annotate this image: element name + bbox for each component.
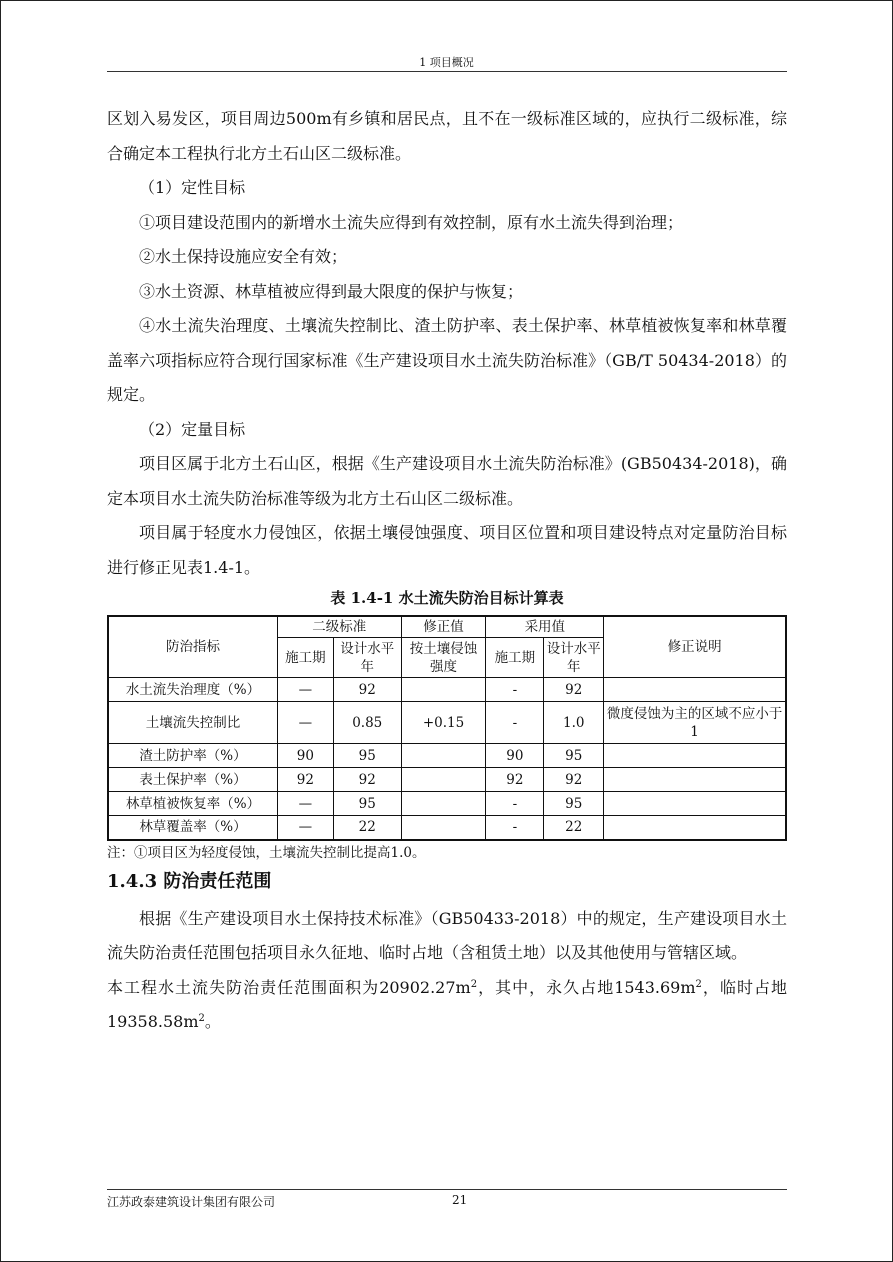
row-indicator: 水土流失治理度（%） xyxy=(108,678,277,702)
header-construction-period: 施工期 xyxy=(277,638,333,678)
qualitative-goal-4: ④水土流失治理度、土壤流失控制比、渣土防护率、表土保护率、林草植被恢复率和林草覆盖率六项指标应符合现行国家标准《生产建设项目水土流失防治标准》（GB/T 50434-2018）的规定。 xyxy=(107,316,787,404)
row-indicator: 林草覆盖率（%） xyxy=(108,816,277,840)
cell-adopted-design: 95 xyxy=(544,744,604,768)
cell-correction xyxy=(401,792,486,816)
cell-note xyxy=(604,768,786,792)
cell-adopted-construction: - xyxy=(486,816,544,840)
paragraph-responsibility-scope: 根据《生产建设项目水土保持技术标准》（GB50433-2018）中的规定，生产建设项目水土流失防治责任范围包括项目永久征地、临时占地（含租赁土地）以及其他使用与管辖区域。 xyxy=(107,908,787,962)
header-construction-period-adopted: 施工期 xyxy=(486,638,544,678)
area-permanent-text: ，其中，永久占地1543.69m xyxy=(477,977,696,997)
header-rule xyxy=(107,71,787,72)
page-content xyxy=(107,102,787,1040)
table-row xyxy=(108,702,786,744)
cell-standard-construction: — xyxy=(277,816,333,840)
header-design-level-year-adopted: 设计水平年 xyxy=(544,638,604,678)
row-indicator: 渣土防护率（%） xyxy=(108,744,277,768)
superscript: 2 xyxy=(198,1013,205,1024)
cell-adopted-design: 1.0 xyxy=(544,702,604,744)
table-row xyxy=(108,744,786,768)
cell-adopted-design: 22 xyxy=(544,816,604,840)
cell-standard-design: 92 xyxy=(333,678,401,702)
cell-standard-construction: — xyxy=(277,792,333,816)
cell-adopted-construction: - xyxy=(486,702,544,744)
area-total-text: 本工程水土流失防治责任范围面积为20902.27m xyxy=(107,977,471,997)
cell-note xyxy=(604,792,786,816)
paragraph-standard-level: 区划入易发区，项目周边500m有乡镇和居民点，且不在一级标准区域的，应执行二级标准，综合确定本工程执行北方土石山区二级标准。 xyxy=(107,109,787,163)
prevention-goals-table xyxy=(107,615,787,841)
table-footnote: 注：①项目区为轻度侵蚀，土壤流失控制比提高1.0。 xyxy=(107,844,426,861)
header-correction-note: 修正说明 xyxy=(604,616,786,678)
cell-standard-design: 22 xyxy=(333,816,401,840)
paragraph-area-figures xyxy=(107,971,787,1040)
qualitative-goal-2: ②水土保持设施应安全有效； xyxy=(139,247,348,266)
cell-adopted-construction: - xyxy=(486,792,544,816)
page-number: 21 xyxy=(452,1193,468,1207)
cell-correction xyxy=(401,744,486,768)
cell-standard-design: 95 xyxy=(333,792,401,816)
cell-standard-construction: 92 xyxy=(277,768,333,792)
qualitative-goal-1: ①项目建设范围内的新增水土流失应得到有效控制，原有水土流失得到治理； xyxy=(139,212,684,232)
superscript: 2 xyxy=(695,978,702,990)
cell-adopted-construction: - xyxy=(486,678,544,702)
cell-note xyxy=(604,816,786,840)
superscript: 2 xyxy=(470,978,478,990)
sentence-end: 。 xyxy=(204,1012,221,1031)
header-correction: 修正值 xyxy=(401,616,486,638)
quantitative-goals-heading: （2）定量目标 xyxy=(139,419,246,439)
table-row xyxy=(108,678,786,702)
table-row xyxy=(108,792,786,816)
qualitative-goals-heading: （1）定性目标 xyxy=(139,178,246,197)
row-indicator: 林草植被恢复率（%） xyxy=(108,792,277,816)
header-adopted: 采用值 xyxy=(486,616,604,638)
footer-company: 江苏政泰建筑设计集团有限公司 xyxy=(107,1195,276,1209)
cell-standard-design: 92 xyxy=(333,768,401,792)
cell-correction xyxy=(401,816,486,840)
header-by-erosion-intensity: 按土壤侵蚀强度 xyxy=(401,638,486,678)
cell-standard-construction: — xyxy=(277,678,333,702)
paragraph-correction: 项目属于轻度水力侵蚀区，依据土壤侵蚀强度、项目区位置和项目建设特点对定量防治目标进行修正见表1.4-1。 xyxy=(107,523,787,577)
table-row xyxy=(108,816,786,840)
section-heading: 1.4.3 防治责任范围 xyxy=(107,870,272,892)
row-indicator: 土壤流失控制比 xyxy=(108,702,277,744)
cell-note xyxy=(604,744,786,768)
cell-adopted-design: 95 xyxy=(544,792,604,816)
table-title: 表 1.4-1 水土流失防治目标计算表 xyxy=(330,589,564,607)
cell-note xyxy=(604,678,786,702)
area-temporary-text: ，临时占地19358.58m xyxy=(107,977,787,1031)
cell-adopted-construction: 90 xyxy=(486,744,544,768)
paragraph-project-area: 项目区属于北方土石山区，根据《生产建设项目水土流失防治标准》(GB50434-2018)，确定本项目水土流失防治标准等级为北方土石山区二级标准。 xyxy=(107,454,787,508)
header-indicator: 防治指标 xyxy=(108,616,277,678)
cell-correction xyxy=(401,678,486,702)
footer-rule xyxy=(107,1189,787,1190)
cell-standard-design: 0.85 xyxy=(333,702,401,744)
table-row xyxy=(108,768,786,792)
cell-adopted-construction: 92 xyxy=(486,768,544,792)
qualitative-goal-3: ③水土资源、林草植被应得到最大限度的保护与恢复； xyxy=(139,281,524,301)
cell-correction: +0.15 xyxy=(401,702,486,744)
cell-standard-construction: — xyxy=(277,702,333,744)
row-indicator: 表土保护率（%） xyxy=(108,768,277,792)
cell-standard-design: 95 xyxy=(333,744,401,768)
running-header: 1 项目概况 xyxy=(419,56,474,69)
cell-note: 微度侵蚀为主的区域不应小于1 xyxy=(604,702,786,744)
cell-standard-construction: 90 xyxy=(277,744,333,768)
cell-adopted-design: 92 xyxy=(544,768,604,792)
cell-correction xyxy=(401,768,486,792)
header-design-level-year: 设计水平年 xyxy=(333,638,401,678)
cell-adopted-design: 92 xyxy=(544,678,604,702)
header-level2-standard: 二级标准 xyxy=(277,616,401,638)
